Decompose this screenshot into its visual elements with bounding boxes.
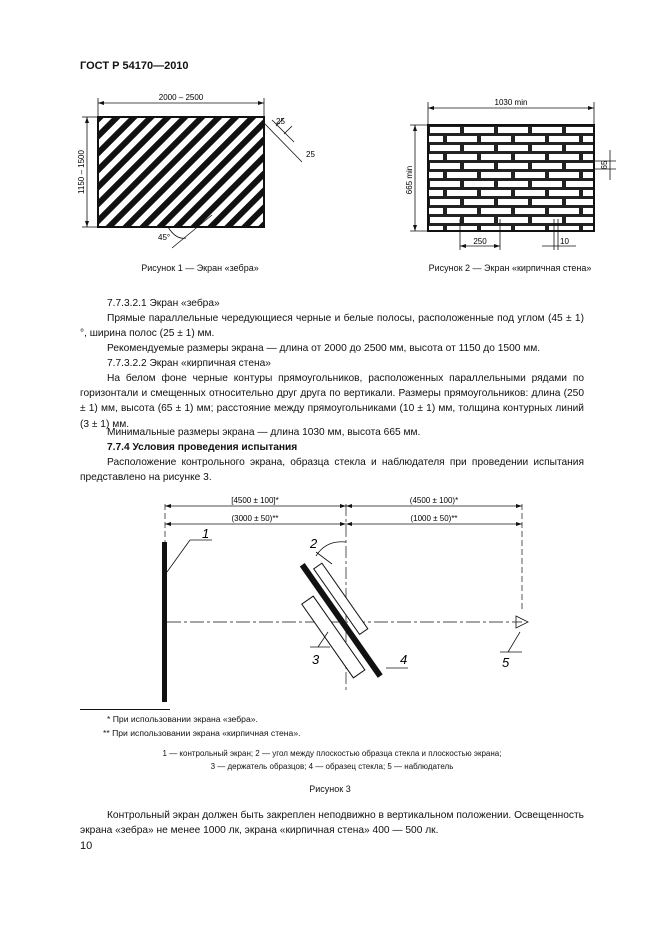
figure-2-brick-screen — [400, 94, 620, 254]
paragraph-zebra-sizes: Рекомендуемые размеры экрана — длина от 2000 до 2500 мм, высота от 1150 до 1500 мм. — [107, 343, 541, 354]
figure-2-caption: Рисунок 2 — Экран «кирпичная стена» — [428, 263, 592, 273]
section-7-7-3-2-2: 7.7.3.2.2 Экран «кирпичная стена» — [107, 358, 271, 369]
fig3-dim-right-top: (4500 ± 100)* — [409, 496, 459, 505]
figure-3-legend-line-2: 3 — держатель образцов; 4 — образец стекла; 5 — наблюдатель — [210, 762, 454, 771]
fig2-dim-height: 665 min — [405, 165, 414, 195]
footnote-separator — [80, 709, 170, 710]
fig2-dim-250: 250 — [473, 237, 487, 246]
fig3-label-3: 3 — [312, 652, 320, 667]
fig3-label-1: 1 — [202, 526, 210, 541]
fig1-angle: 45° — [158, 233, 171, 242]
document-header: ГОСТ Р 54170—2010 — [80, 60, 189, 72]
fig1-dim-25a: 25 — [276, 117, 285, 126]
figure-1-zebra-screen — [72, 90, 332, 250]
figure-1-caption: Рисунок 1 — Экран «зебра» — [141, 263, 259, 273]
paragraph-zebra-stripes: Прямые параллельные чередующиеся черные и белые полосы, расположенные под углом (45 ± 1)°, ширина полос (25 ± 1) мм. — [80, 313, 584, 340]
fig3-dim-right-bottom: (1000 ± 50)** — [410, 514, 458, 523]
fig1-dim-width: 2000 – 2500 — [158, 93, 204, 102]
fig3-dim-left-top: [4500 ± 100]* — [231, 496, 279, 505]
section-7-7-3-2-1: 7.7.3.2.1 Экран «зебра» — [107, 298, 220, 309]
fig3-label-4: 4 — [400, 652, 408, 667]
figure-3-test-setup — [150, 492, 550, 707]
figure-3-caption: Рисунок 3 — [309, 784, 351, 794]
fig3-dim-left-bottom: (3000 ± 50)** — [231, 514, 279, 523]
fig2-dim-10: 10 — [560, 237, 569, 246]
fig1-dim-25b: 25 — [306, 150, 315, 159]
brick-rect — [428, 125, 594, 231]
paragraph-brick-description: На белом фоне черные контуры прямоугольников, расположенных параллельными рядами по горизонтали и смещенных относительно друг друга по вертикали. Размеры прямоугольников: длина (250 ± 1) мм, высота (65 ± 1) мм; расстояние между прямоугольниками (10 ± 1) мм, толщина контурных линий (3 ± 1) мм. — [80, 373, 584, 430]
paragraph-brick-sizes: Минимальные размеры экрана — длина 1030 мм, высота 665 мм. — [107, 427, 421, 438]
figure-3-legend-line-1: 1 — контрольный экран; 2 — угол между плоскостью образца стекла и плоскостью экрана; — [162, 749, 502, 758]
control-screen — [162, 542, 167, 702]
fig3-label-5: 5 — [502, 655, 510, 670]
paragraph-test-arrangement: Расположение контрольного экрана, образца стекла и наблюдателя при проведении испытания представлено на рисунке 3. — [80, 457, 584, 484]
fig3-label-2: 2 — [310, 536, 318, 551]
fig2-dim-65: 65 — [600, 160, 609, 170]
fig1-dim-height: 1150 – 1500 — [77, 150, 86, 194]
paragraph-screen-fixing: Контрольный экран должен быть закреплен неподвижно в вертикальном положении. Освещенность экрана «зебра» не менее 1000 лк, экрана «кирпичная стена» 400 — 500 лк. — [80, 810, 584, 837]
page-number: 10 — [80, 840, 93, 852]
fig2-dim-width: 1030 min — [494, 98, 528, 107]
footnote-2: ** При использовании экрана «кирпичная стена». — [103, 728, 301, 738]
zebra-rect — [98, 117, 264, 227]
section-7-7-4: 7.7.4 Условия проведения испытания — [107, 442, 298, 453]
footnote-1: * При использовании экрана «зебра». — [107, 714, 258, 724]
